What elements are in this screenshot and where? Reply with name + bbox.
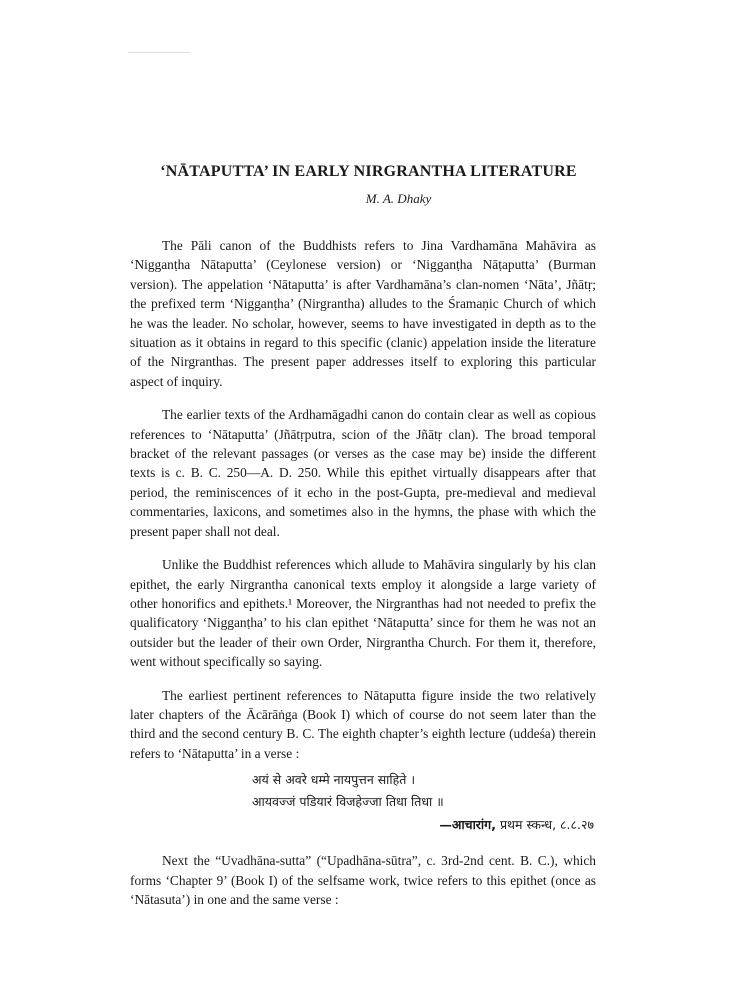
paragraph-4: The earliest pertinent references to Nātaputta figure inside the two relatively later chapters of the Ācārāṅga (Book I) which of course do not seem later than the third and the second century B. C. The eighth chapter’s eighth lecture (uddeśa) therein refers to ‘Nātaputta’ in a verse : xyxy=(130,687,596,761)
verse-source-ref: प्रथम स्कन्ध, ८.८.२७ xyxy=(499,817,594,833)
header-rule xyxy=(128,52,190,53)
paragraph-5: Next the “Uvadhāna-sutta” (“Upadhāna-sūtra”, c. 3rd-2nd cent. B. C.), which forms ‘Chapter 9’ (Book I) of the selfsame work, twice refers to this epithet (once as ‘Nātasuta’) in one and the same verse : xyxy=(130,853,596,907)
paragraph-3: Unlike the Buddhist references which allude to Mahāvira singularly by his clan epithet, the early Nirgrantha canonical texts employ it alongside a large variety of other honorifics and epithets.¹ Moreover, the Nirgranthas had not needed to prefix the qualificatory ‘Nigganṭha’ to his clan epithet ‘Nātaputta’ since for them he was not an outsider but the leader of their own Order, Nirgrantha Church. For them it, therefore, went without specifically so saying. xyxy=(130,557,596,670)
article-title: ‘NĀTAPUTTA’ IN EARLY NIRGRANTHA LITERATURE xyxy=(160,163,577,180)
verse-line-1: अयं से अवरे धम्मे नायपुत्तन साहिते । xyxy=(252,772,416,788)
paragraph-2: The earlier texts of the Ardhamāgadhi canon do contain clear as well as copious references to ‘Nātaputta’ (Jñātṛputra, scion of the Jñātṛ clan). The broad temporal bracket of the relevant passages (or verses as the case may be) inside the different texts is c. B. C. 250—A. D. 250. While this epithet virtually disappears after that period, the reminiscences of it echo in the post-Gupta, pre-medieval and medieval commentaries, laxicons, and sometimes also in the hymns, the phase with which the present paper shall not deal. xyxy=(130,407,596,539)
verse-source xyxy=(130,813,596,837)
paragraph-1: The Pāli canon of the Buddhists refers to Jina Vardhamāna Mahāvira as ‘Nigganṭha Nātaputta’ (Ceylonese version) or ‘Nigganṭha Nāṭaputta’ (Burman version). The appelation ‘Nātaputta’ is after Vardhamāna’s clan-nomen ‘Nāta’, Jñātṛ; the prefixed term ‘Nigganṭha’ (Nirgrantha) alludes to the Śramaṇic Church of which he was the leader. No scholar, however, seems to have investigated in depth as to the situation as it obtains in regard to this specific (clanic) appelation inside the literature of the Nirgranthas. The present paper addresses itself to exploring this particular aspect of inquiry. xyxy=(130,238,596,389)
verse-line-2: आयवज्जं पडियारं विजहेज्जा तिधा तिधा ॥ xyxy=(252,794,444,810)
author-name: M. A. Dhaky xyxy=(365,191,432,206)
prakrit-verse xyxy=(130,769,596,813)
article-body xyxy=(130,236,596,920)
verse-source-work: —आचारांग, xyxy=(439,817,496,833)
